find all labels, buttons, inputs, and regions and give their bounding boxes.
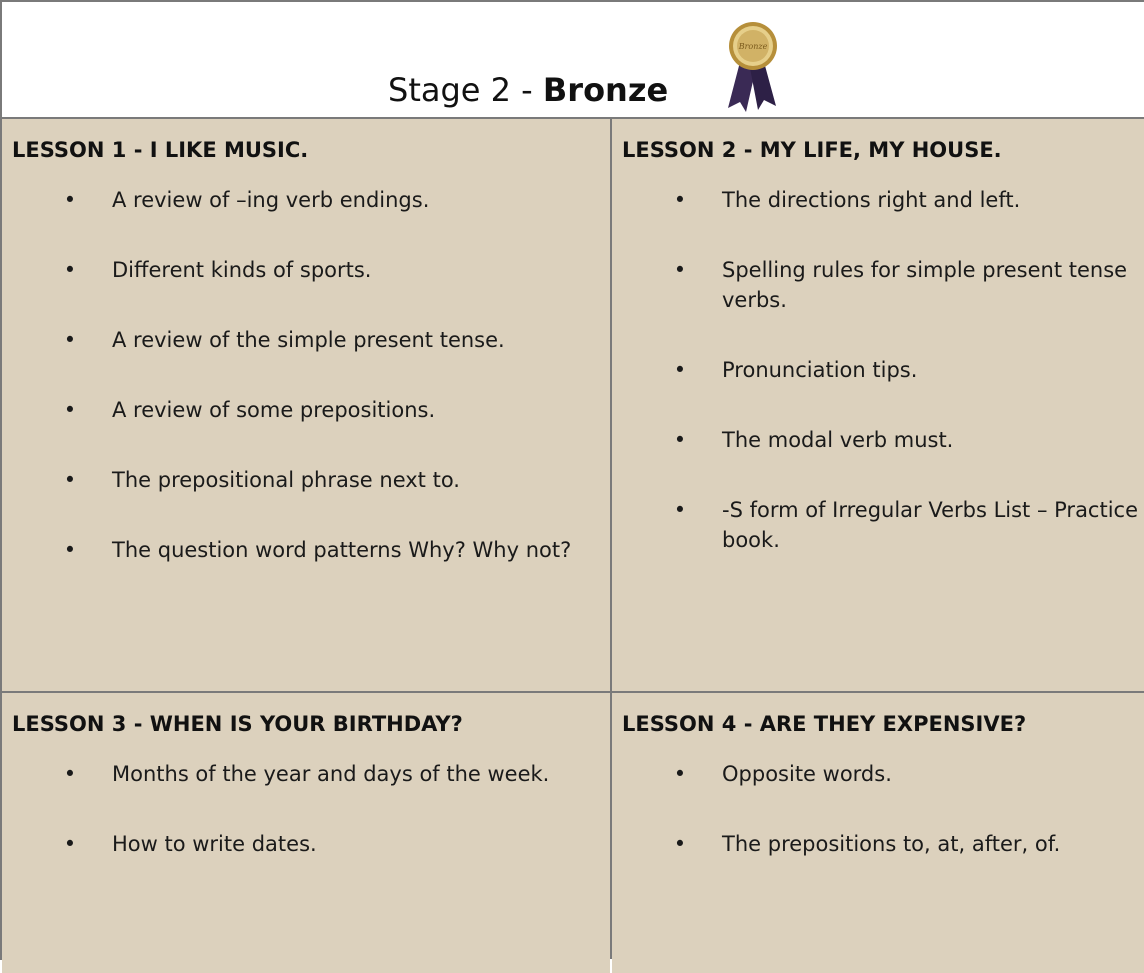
list-item: • A review of –ing verb endings. [2,185,610,215]
list-item: • Spelling rules for simple present tense verbs. [612,255,1144,315]
lesson-title: LESSON 3 - WHEN IS YOUR BIRTHDAY? [12,712,463,736]
lesson-cell-3 [2,693,610,973]
page-title [388,70,668,110]
bullet-icon: • [63,328,77,352]
lesson-title: LESSON 4 - ARE THEY EXPENSIVE? [622,712,1027,736]
medal-badge-text: Bronze [738,42,768,51]
row-divider [2,691,1144,693]
list-item: • The modal verb must. [612,425,1144,455]
lesson-cell-4 [612,693,1144,973]
topic-list [2,185,610,605]
list-item: • Different kinds of sports. [2,255,610,285]
topic-list [612,759,1144,899]
bullet-icon: • [673,258,687,282]
list-item: • Months of the year and days of the week. [2,759,610,789]
list-item: • Opposite words. [612,759,1144,789]
bullet-icon: • [673,428,687,452]
list-item: • -S form of Irregular Verbs List – Practice book. [612,495,1144,555]
lesson-cell-1 [2,119,610,691]
list-item: • The prepositional phrase next to. [2,465,610,495]
bullet-icon: • [673,762,687,786]
stage-header [2,2,1144,119]
bullet-icon: • [63,468,77,492]
topic-list [2,759,610,899]
list-item: • The directions right and left. [612,185,1144,215]
lesson-title: LESSON 1 - I LIKE MUSIC. [12,138,309,162]
bullet-icon: • [673,498,687,522]
bullet-icon: • [63,832,77,856]
list-item: • A review of the simple present tense. [2,325,610,355]
bullet-icon: • [63,398,77,422]
title-level: Bronze [542,71,669,109]
title-prefix: Stage 2 - [388,71,543,109]
bullet-icon: • [63,762,77,786]
bullet-icon: • [673,832,687,856]
list-item: • How to write dates. [2,829,610,859]
list-item: • The question word patterns Why? Why not? [2,535,610,565]
bullet-icon: • [673,188,687,212]
bullet-icon: • [63,188,77,212]
bullet-icon: • [673,358,687,382]
lesson-cell-2 [612,119,1144,691]
column-divider [610,119,612,959]
bullet-icon: • [63,538,77,562]
list-item: • The prepositions to, at, after, of. [612,829,1144,859]
list-item: • Pronunciation tips. [612,355,1144,385]
list-item: • A review of some prepositions. [2,395,610,425]
topic-list [612,185,1144,595]
bullet-icon: • [63,258,77,282]
bronze-medal-icon [720,16,786,114]
lesson-title: LESSON 2 - MY LIFE, MY HOUSE. [622,138,1002,162]
